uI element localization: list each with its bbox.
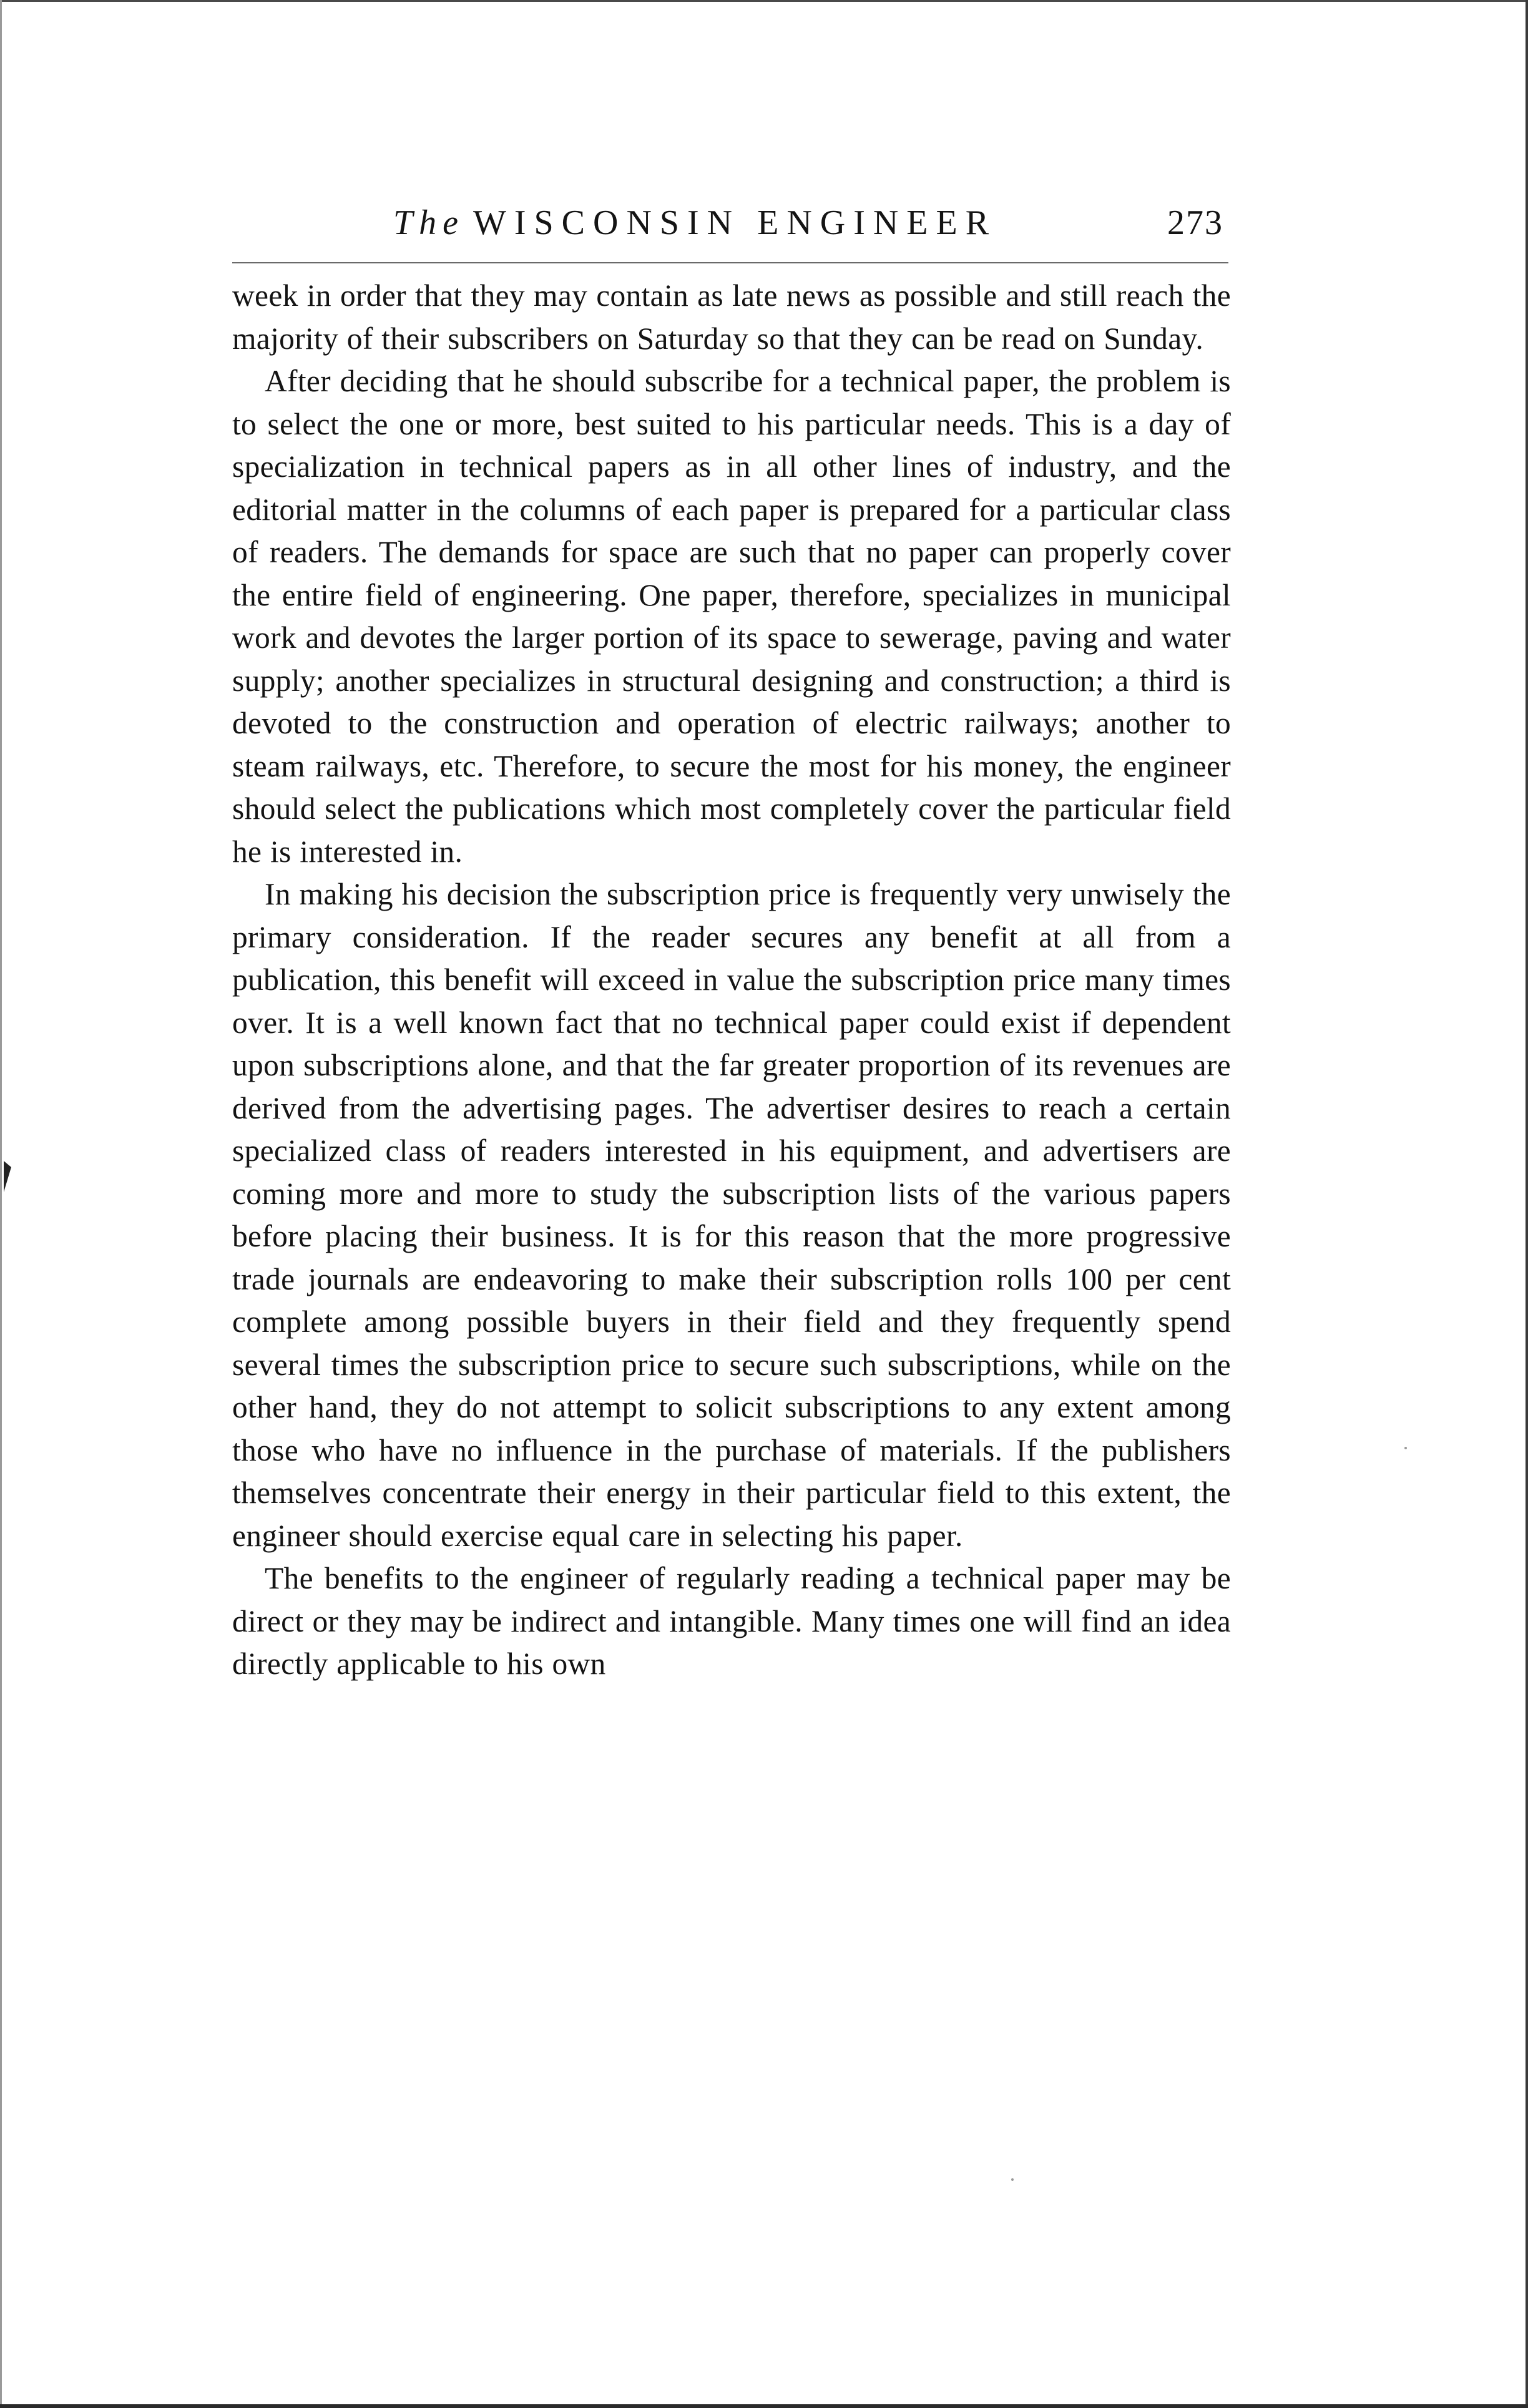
scan-top-edge bbox=[0, 0, 1528, 2]
scan-left-edge bbox=[0, 0, 2, 2408]
journal-title-name: WISCONSIN ENGINEER bbox=[473, 203, 997, 242]
journal-title bbox=[393, 203, 997, 243]
running-header bbox=[231, 203, 1230, 247]
paragraph-continuation: week in order that they may contain as late news as possible and still reach the majority of their subscribers on Saturday so that they can be read on Sunday. bbox=[232, 278, 1231, 356]
scan-right-edge bbox=[1526, 0, 1528, 2408]
header-rule bbox=[232, 262, 1228, 263]
scan-bottom-edge bbox=[0, 2404, 1528, 2408]
paragraph-subscription-price: In making his decision the subscription price is frequently very unwisely the primary consideration. If the reader secures any benefit at all from a publication, this benefit will exceed in value the subscription price many times over. It is a well known fact that no technical paper could exist if dependent upon subscriptions alone, and that the far greater proportion of its revenues are derived from the advertising pages. The advertiser desires to reach a certain specialized class of readers interested in his equipment, and advertisers are coming more and more to study the subscription lists of the various papers before placing their business. It is for this reason that the more progressive trade journals are endeavoring to make their subscription rolls 100 per cent complete among possible buyers in their field and they frequently spend several times the subscription price to secure such subscriptions, while on the other hand, they do not attempt to solicit subscriptions to any extent among those who have no influence in the purchase of materials. If the publishers themselves concentrate their energy in their particular field to this extent, the engineer should exercise equal care in selecting his paper. bbox=[232, 877, 1231, 1553]
paragraph-benefits: The benefits to the engineer of regularly reading a technical paper may be direct or they may be indirect and intangible. Many times one will find an idea directly applicable to his own bbox=[232, 1561, 1231, 1681]
scan-speck bbox=[1011, 2178, 1014, 2181]
page-number: 273 bbox=[1167, 203, 1223, 242]
journal-title-article: The bbox=[393, 203, 464, 242]
margin-mark bbox=[4, 1161, 11, 1192]
scan-speck bbox=[1404, 1447, 1407, 1449]
paragraph-technical-paper-selection: After deciding that he should subscribe for a technical paper, the problem is to select the one or more, best suited to his particular needs. This is a day of specialization in technical papers as in all other lines of industry, and the editorial matter in the columns of each paper is prepared for a particular class of readers. The demands for space are such that no paper can properly cover the entire field of engineering. One paper, therefore, specializes in municipal work and devotes the larger portion of its space to sewerage, paving and water supply; another specializes in structural designing and construction; a third is devoted to the construction and operation of electric railways; another to steam railways, etc. Therefore, to secure the most for his money, the engineer should select the publications which most completely cover the particular field he is interested in. bbox=[232, 364, 1231, 869]
article-body bbox=[232, 275, 1231, 1686]
